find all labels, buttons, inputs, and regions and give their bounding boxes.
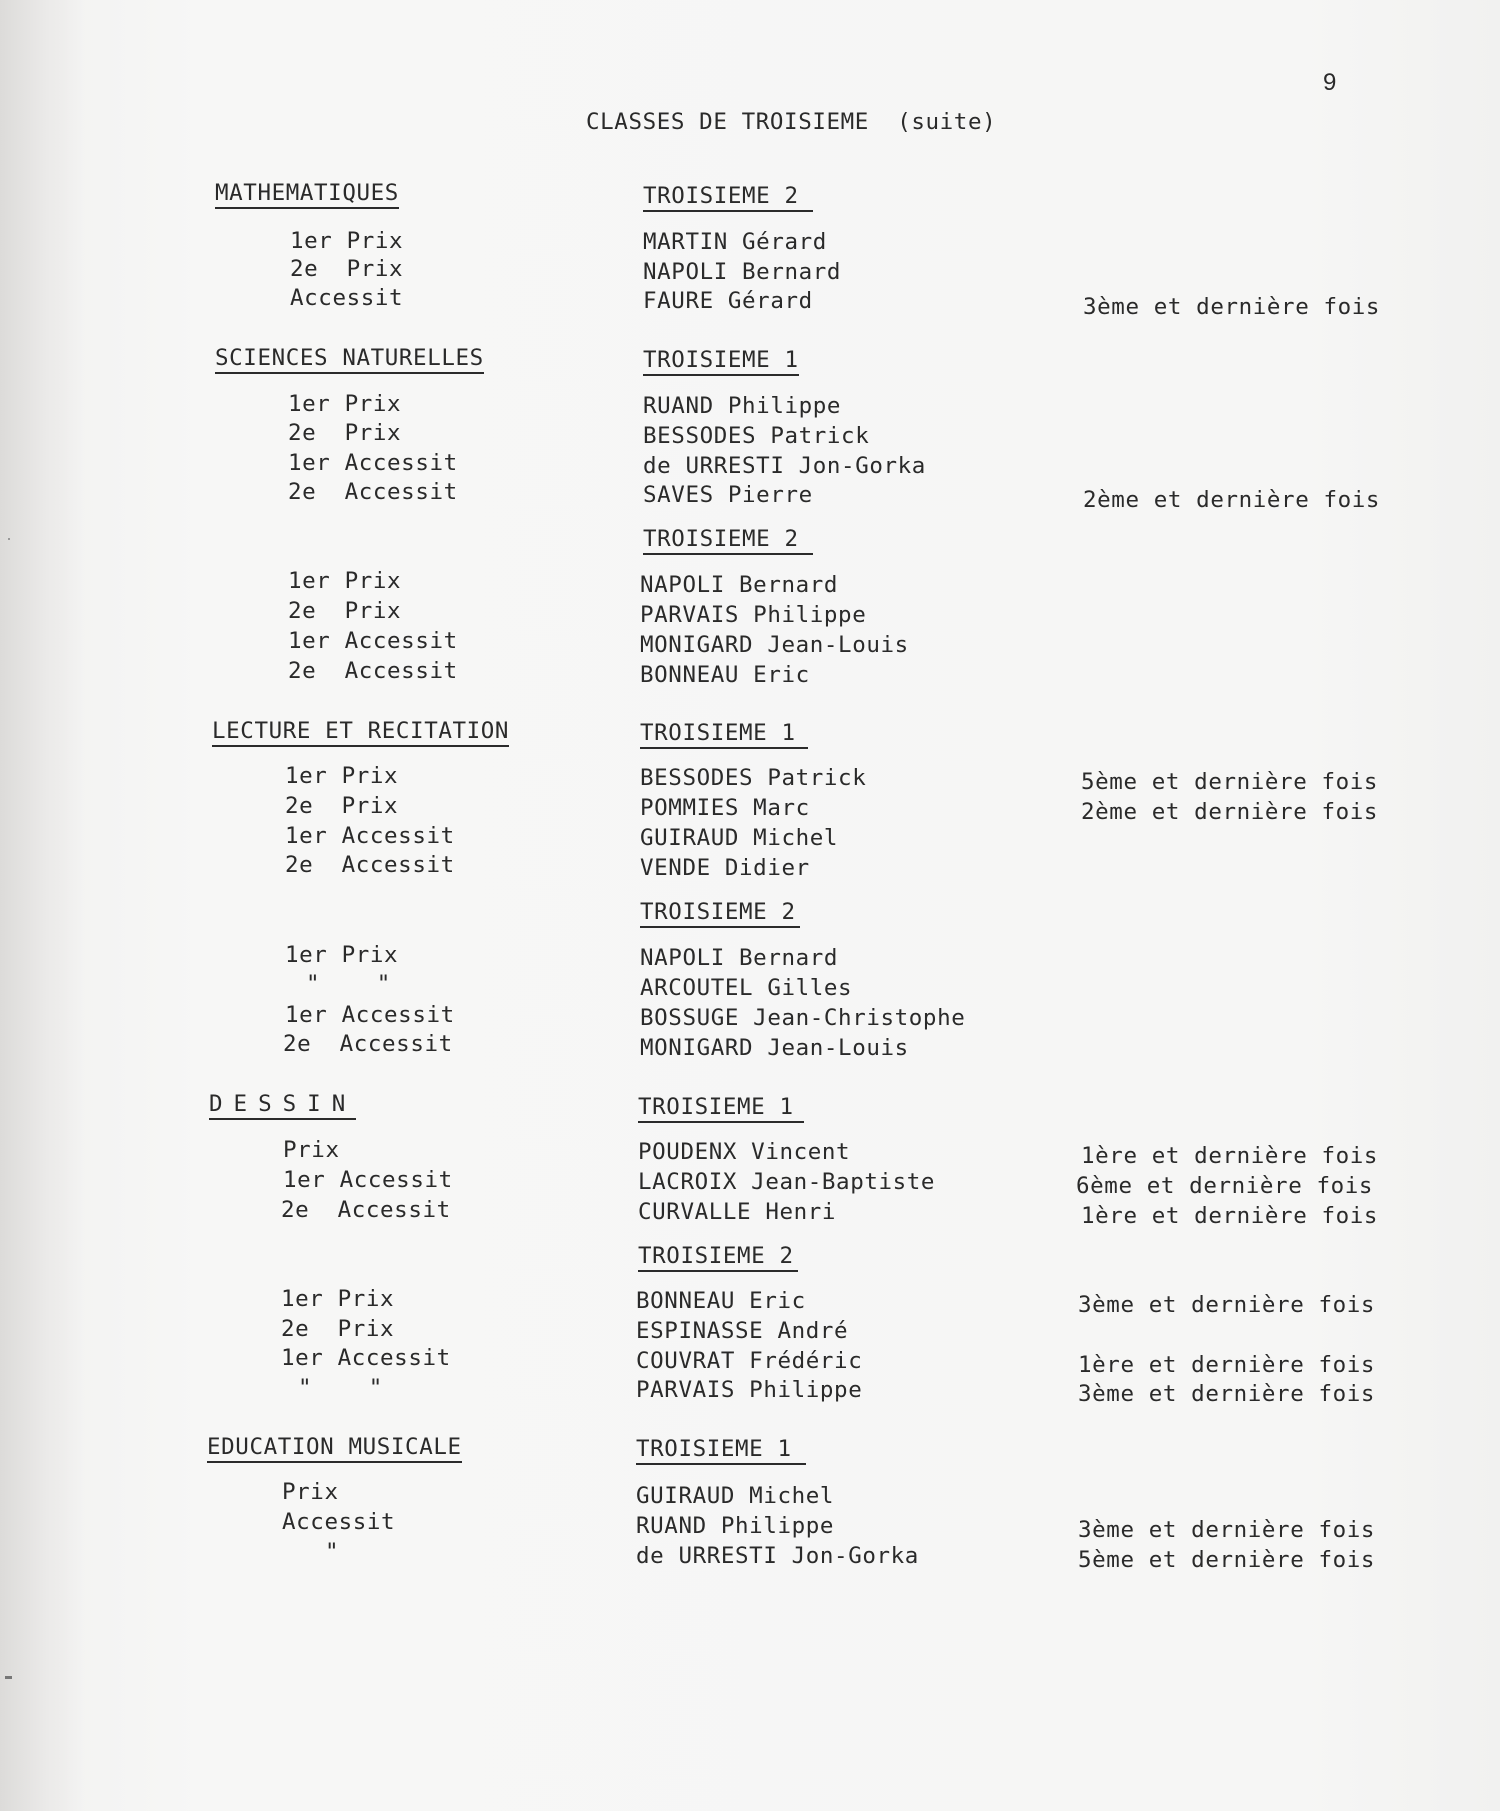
award-label: Prix — [282, 1479, 339, 1505]
student-name: de URRESTI Jon-Gorka — [636, 1543, 919, 1569]
remark-note: 3ème et dernière fois — [1078, 1517, 1376, 1543]
student-name: GUIRAUD Michel — [636, 1483, 835, 1509]
class-heading: TROISIEME 1 — [640, 720, 808, 749]
award-label: 1er Accessit — [288, 628, 458, 654]
student-name: ARCOUTEL Gilles — [640, 975, 853, 1001]
award-label: Prix — [283, 1137, 340, 1163]
award-label: 2e Prix — [290, 256, 404, 282]
award-label: 2e Prix — [288, 420, 402, 446]
award-label: 1er Prix — [290, 228, 404, 254]
award-label: 2e Prix — [285, 793, 399, 819]
student-name: MONIGARD Jean-Louis — [640, 632, 909, 658]
student-name: COUVRAT Frédéric — [636, 1348, 863, 1374]
award-label: " " — [298, 1375, 383, 1401]
remark-note: 3ème et dernière fois — [1078, 1292, 1376, 1318]
remark-note: 1ère et dernière fois — [1081, 1203, 1379, 1229]
ink-speck — [5, 1676, 12, 1679]
award-label: 2e Prix — [281, 1316, 395, 1342]
award-label: 2e Accessit — [288, 658, 458, 684]
section-heading-dessin: DESSIN — [209, 1091, 356, 1120]
remark-note: 5ème et dernière fois — [1081, 769, 1379, 795]
class-heading: TROISIEME 2 — [638, 1243, 798, 1272]
student-name: FAURE Gérard — [643, 288, 813, 314]
section-heading-lecture-recitation: LECTURE ET RECITATION — [212, 718, 509, 747]
student-name: RUAND Philippe — [636, 1513, 835, 1539]
award-label: 1er Prix — [288, 568, 402, 594]
student-name: LACROIX Jean-Baptiste — [638, 1169, 936, 1195]
class-heading: TROISIEME 2 — [643, 183, 813, 212]
section-heading-sciences-naturelles: SCIENCES NATURELLES — [215, 345, 484, 374]
remark-note: 5ème et dernière fois — [1078, 1547, 1376, 1573]
student-name: CURVALLE Henri — [638, 1199, 837, 1225]
page-title: CLASSES DE TROISIEME (suite) — [586, 109, 997, 135]
award-label: 2e Accessit — [283, 1031, 453, 1057]
student-name: NAPOLI Bernard — [640, 572, 839, 598]
student-name: NAPOLI Bernard — [640, 945, 839, 971]
award-label: " " — [306, 971, 391, 997]
remark-note: 6ème et dernière fois — [1076, 1173, 1374, 1199]
student-name: MARTIN Gérard — [643, 229, 827, 255]
award-label: 1er Accessit — [288, 450, 458, 476]
binding-edge-shadow — [0, 0, 84, 1811]
award-label: 2e Accessit — [288, 479, 458, 505]
student-name: BONNEAU Eric — [640, 662, 810, 688]
award-label: " — [325, 1539, 340, 1565]
award-label: Accessit — [282, 1509, 396, 1535]
award-label: 1er Accessit — [283, 1167, 453, 1193]
student-name: BESSODES Patrick — [640, 765, 867, 791]
page-number: 9 — [1323, 69, 1337, 96]
award-label: 2e Prix — [288, 598, 402, 624]
student-name: POMMIES Marc — [640, 795, 810, 821]
student-name: NAPOLI Bernard — [643, 259, 842, 285]
student-name: GUIRAUD Michel — [640, 825, 839, 851]
student-name: RUAND Philippe — [643, 393, 842, 419]
student-name: SAVES Pierre — [643, 482, 813, 508]
student-name: POUDENX Vincent — [638, 1139, 851, 1165]
class-heading: TROISIEME 2 — [640, 899, 800, 928]
class-heading: TROISIEME 1 — [643, 347, 799, 376]
section-heading-mathematiques: MATHEMATIQUES — [215, 180, 399, 209]
remark-note: 3ème et dernière fois — [1083, 294, 1381, 320]
student-name: MONIGARD Jean-Louis — [640, 1035, 909, 1061]
remark-note: 1ère et dernière fois — [1081, 1143, 1379, 1169]
award-label: 1er Accessit — [285, 1002, 455, 1028]
award-label: 1er Prix — [288, 391, 402, 417]
class-heading: TROISIEME 1 — [638, 1094, 804, 1123]
student-name: ESPINASSE André — [636, 1318, 849, 1344]
award-label: 1er Prix — [281, 1286, 395, 1312]
student-name: PARVAIS Philippe — [640, 602, 867, 628]
award-label: 1er Prix — [285, 942, 399, 968]
student-name: VENDE Didier — [640, 855, 810, 881]
class-heading: TROISIEME 1 — [636, 1436, 806, 1465]
award-label: 2e Accessit — [281, 1197, 451, 1223]
remark-note: 2ème et dernière fois — [1081, 799, 1379, 825]
award-label: 1er Prix — [285, 763, 399, 789]
remark-note: 2ème et dernière fois — [1083, 487, 1381, 513]
award-label: 2e Accessit — [285, 852, 455, 878]
student-name: BONNEAU Eric — [636, 1288, 806, 1314]
student-name: de URRESTI Jon-Gorka — [643, 453, 926, 479]
remark-note: 1ère et dernière fois — [1078, 1352, 1376, 1378]
student-name: PARVAIS Philippe — [636, 1377, 863, 1403]
remark-note: 3ème et dernière fois — [1078, 1381, 1376, 1407]
student-name: BOSSUGE Jean-Christophe — [640, 1005, 966, 1031]
section-heading-education-musicale: EDUCATION MUSICALE — [207, 1434, 462, 1463]
award-label: 1er Accessit — [285, 823, 455, 849]
award-label: Accessit — [290, 285, 404, 311]
student-name: BESSODES Patrick — [643, 423, 870, 449]
ink-speck — [8, 538, 10, 540]
class-heading: TROISIEME 2 — [643, 526, 813, 555]
award-label: 1er Accessit — [281, 1345, 451, 1371]
